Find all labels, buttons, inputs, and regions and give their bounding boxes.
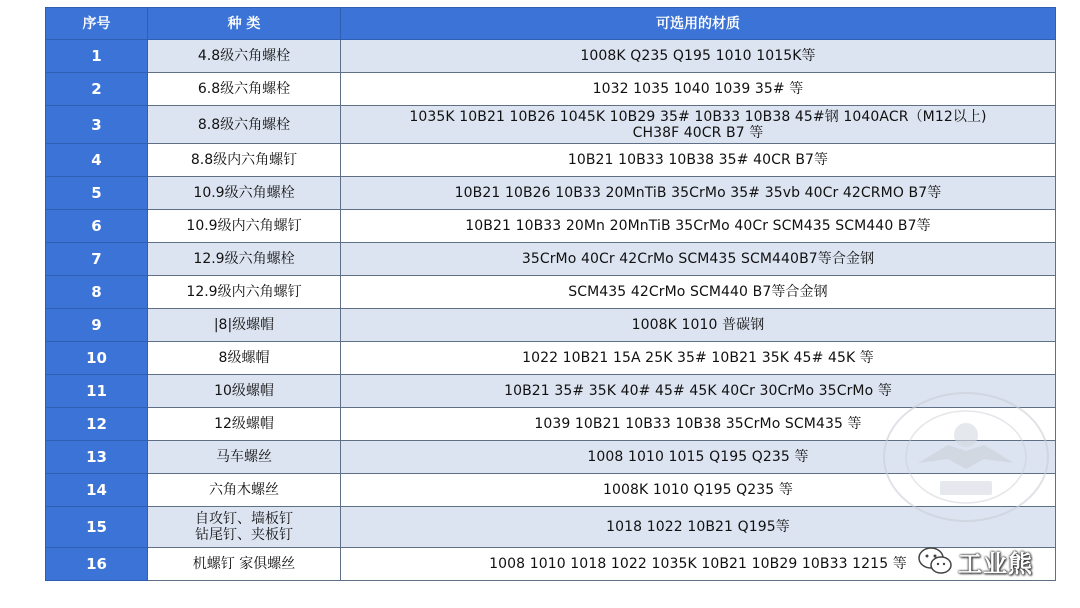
row-material <box>341 144 1056 177</box>
row-type <box>148 243 341 276</box>
row-type-line: 12级螺帽 <box>214 416 274 432</box>
row-type-line: 钻尾钉、夹板钉 <box>195 527 293 543</box>
header-index: 序号 <box>46 8 148 40</box>
row-material-line: SCM435 42CrMo SCM440 B7等合金钢 <box>568 284 828 300</box>
row-material <box>341 408 1056 441</box>
row-material <box>341 106 1056 144</box>
row-type-line: 8.8级六角螺栓 <box>197 116 291 133</box>
row-type <box>148 408 341 441</box>
row-type <box>148 548 341 581</box>
row-type <box>148 106 341 144</box>
row-material <box>341 243 1056 276</box>
row-type <box>148 144 341 177</box>
row-material <box>341 375 1056 408</box>
row-index: 5 <box>46 177 148 210</box>
table-header-row <box>46 8 1056 40</box>
table-row <box>46 73 1056 106</box>
row-material <box>341 548 1056 581</box>
row-type <box>148 40 341 73</box>
row-type <box>148 73 341 106</box>
row-material <box>341 342 1056 375</box>
row-type <box>148 507 341 548</box>
row-type <box>148 177 341 210</box>
row-material-line: 1008K 1010 Q195 Q235 等 <box>603 482 793 498</box>
table-row <box>46 441 1056 474</box>
row-material-line: 1032 1035 1040 1039 35# 等 <box>592 81 804 97</box>
row-material <box>341 474 1056 507</box>
row-type-line: 10.9级内六角螺钉 <box>186 218 302 234</box>
table-row <box>46 243 1056 276</box>
row-type <box>148 474 341 507</box>
table-row <box>46 276 1056 309</box>
row-index: 13 <box>46 441 148 474</box>
table-row <box>46 309 1056 342</box>
row-material-line: 1018 1022 10B21 Q195等 <box>606 519 790 535</box>
table-row <box>46 210 1056 243</box>
row-index: 8 <box>46 276 148 309</box>
row-index: 4 <box>46 144 148 177</box>
brand-name: 工业熊 <box>958 549 1033 578</box>
row-type <box>148 309 341 342</box>
row-type <box>148 441 341 474</box>
header-type: 种 类 <box>148 8 341 40</box>
row-type <box>148 210 341 243</box>
row-material <box>341 276 1056 309</box>
table-row <box>46 40 1056 73</box>
row-index: 16 <box>46 548 148 581</box>
row-material-line: 1035K 10B21 10B26 1045K 10B29 35# 10B33 10B38 45#钢 1040ACR（M12以上) <box>409 108 987 125</box>
row-material-line: 1022 10B21 15A 25K 35# 10B21 35K 45# 45K 等 <box>522 350 874 366</box>
row-type-line: 8.8级内六角螺钉 <box>190 152 298 168</box>
row-material-line: 10B21 10B33 20Mn 20MnTiB 35CrMo 40Cr SCM435 SCM440 B7等 <box>465 218 931 234</box>
materials-table <box>45 7 1056 581</box>
table-row <box>46 177 1056 210</box>
row-index: 7 <box>46 243 148 276</box>
row-material <box>341 40 1056 73</box>
row-type-line: 4.8级六角螺栓 <box>197 48 291 64</box>
row-index: 11 <box>46 375 148 408</box>
table-row <box>46 474 1056 507</box>
row-material <box>341 210 1056 243</box>
table-row <box>46 106 1056 144</box>
row-type-line: 12.9级六角螺栓 <box>193 251 295 267</box>
header-material: 可选用的材质 <box>341 8 1056 40</box>
row-material-line: 1008 1010 1015 Q195 Q235 等 <box>587 449 809 465</box>
row-material-line: 10B21 10B26 10B33 20MnTiB 35CrMo 35# 35vb 40Cr 42CRMO B7等 <box>454 185 942 201</box>
table-row <box>46 375 1056 408</box>
row-type-line: 机螺钉 家俱螺丝 <box>192 556 296 572</box>
row-material-line: CH38F 40CR B7 等 <box>632 124 764 141</box>
row-index: 6 <box>46 210 148 243</box>
row-index: 14 <box>46 474 148 507</box>
row-type-line: 12.9级内六角螺钉 <box>186 284 302 300</box>
table-row <box>46 408 1056 441</box>
row-material <box>341 309 1056 342</box>
row-material-line: 1008K 1010 普碳钢 <box>631 317 765 333</box>
row-type-line: 8级螺帽 <box>218 350 270 366</box>
row-index: 12 <box>46 408 148 441</box>
row-type <box>148 276 341 309</box>
row-index: 2 <box>46 73 148 106</box>
table-row <box>46 548 1056 581</box>
row-type-line: |8|级螺帽 <box>213 317 275 333</box>
row-material-line: 10B21 10B33 10B38 35# 40CR B7等 <box>567 152 829 168</box>
row-index: 3 <box>46 106 148 144</box>
row-material-line: 10B21 35# 35K 40# 45# 45K 40Cr 30CrMo 35CrMo 等 <box>504 383 892 399</box>
row-index: 1 <box>46 40 148 73</box>
row-type-line: 10.9级六角螺栓 <box>193 185 295 201</box>
row-material <box>341 73 1056 106</box>
row-type-line: 6.8级六角螺栓 <box>197 81 291 97</box>
row-type <box>148 342 341 375</box>
table-body <box>46 40 1056 581</box>
row-material <box>341 441 1056 474</box>
row-material-line: 1008K Q235 Q195 1010 1015K等 <box>580 48 816 64</box>
row-material-line: 1008 1010 1018 1022 1035K 10B21 10B29 10B33 1215 等 <box>489 556 907 572</box>
row-material <box>341 507 1056 548</box>
table-row <box>46 144 1056 177</box>
row-type-line: 自攻钉、墙板钉 <box>195 511 293 527</box>
row-type-line: 六角木螺丝 <box>209 482 279 498</box>
row-type <box>148 375 341 408</box>
row-index: 9 <box>46 309 148 342</box>
row-index: 10 <box>46 342 148 375</box>
table-row <box>46 507 1056 548</box>
row-type-line: 马车螺丝 <box>216 449 272 465</box>
row-material-line: 1039 10B21 10B33 10B38 35CrMo SCM435 等 <box>534 416 862 432</box>
row-type-line: 10级螺帽 <box>214 383 274 399</box>
row-material <box>341 177 1056 210</box>
table-row <box>46 342 1056 375</box>
row-material-line: 35CrMo 40Cr 42CrMo SCM435 SCM440B7等合金钢 <box>521 251 875 267</box>
row-index: 15 <box>46 507 148 548</box>
